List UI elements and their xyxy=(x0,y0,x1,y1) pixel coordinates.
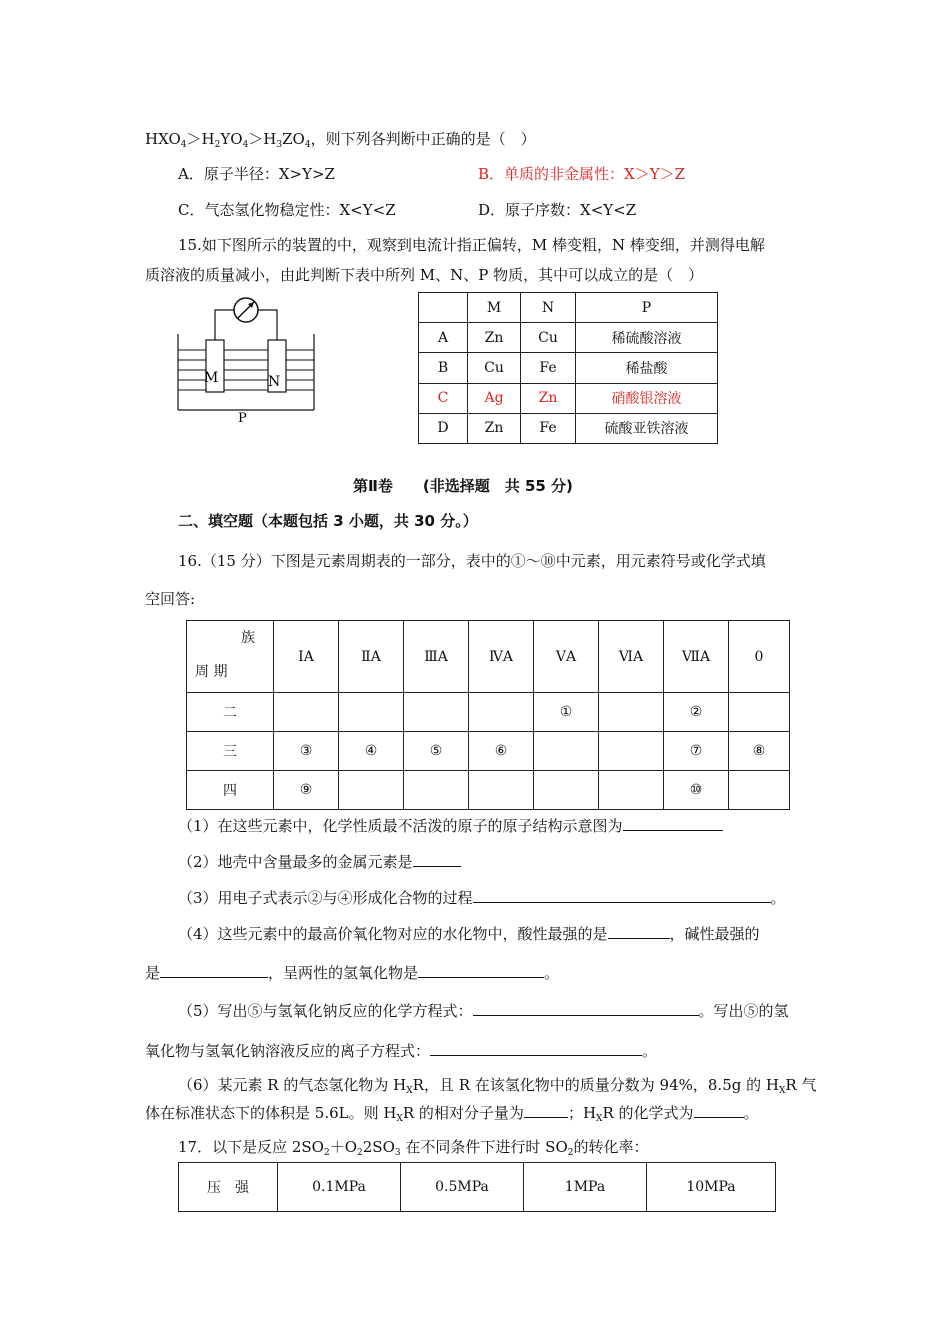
answer-blank[interactable] xyxy=(160,963,268,978)
q16-sub6-line1: （6）某元素 R 的气态氢化物为 $H_XR$，且 R 在该氢化物中的质量分数为 94%，8.5g 的 $H_XR$ 气 xyxy=(178,1076,817,1096)
q16-line1: 16.（15 分）下图是元素周期表的一部分，表中的①～⑩中元素，用元素符号或化学式填 xyxy=(178,552,766,570)
q14-option-a: A．原子半径：X>Y>Z xyxy=(178,165,335,183)
table-row: 二 ① ② xyxy=(187,693,790,732)
q16-sub2: （2）地壳中含量最多的金属元素是 xyxy=(178,851,461,872)
q14-stem: $HXO_4>H_2YO_4>H_3ZO_4$，则下列各判断中正确的是（ ） xyxy=(145,130,536,150)
label-n: N xyxy=(268,374,281,390)
q16-line2: 空回答: xyxy=(145,590,196,608)
table-header: 0.1MPa xyxy=(278,1163,401,1212)
conversion-table xyxy=(178,1162,776,1212)
q15-header: P xyxy=(576,293,718,323)
q15-line2: 质溶液的质量减小，由此判断下表中所列 M、N、P 物质，其中可以成立的是（ ） xyxy=(145,266,704,284)
q16-sub4-line2: 是 ，呈两性的氢氧化物是 。 xyxy=(145,964,560,982)
galvanic-cell-diagram xyxy=(172,292,322,422)
table-header: 压 强 xyxy=(179,1163,278,1212)
answer-blank[interactable] xyxy=(430,1041,642,1056)
q15-options-table xyxy=(418,292,718,444)
table-header: 1MPa xyxy=(524,1163,647,1212)
answer-blank[interactable] xyxy=(608,924,670,939)
q14-option-d: D．原子序数：X<Y<Z xyxy=(478,201,637,219)
answer-blank[interactable] xyxy=(418,963,544,978)
group-header: 0 xyxy=(729,621,790,693)
group-header: ⅡA xyxy=(339,621,404,693)
table-row: B Cu Fe 稀盐酸 xyxy=(419,353,718,383)
q16-sub5-line1: （5）写出⑤与氢氧化钠反应的化学方程式： 。写出⑤的氢 xyxy=(178,1002,789,1020)
group-header: ⅦA xyxy=(664,621,729,693)
group-header: ⅢA xyxy=(404,621,469,693)
table-row: 三 ③ ④ ⑤ ⑥ ⑦ ⑧ xyxy=(187,732,790,771)
q16-sub1: （1）在这些元素中，化学性质最不活泼的原子的原子结构示意图为 xyxy=(178,815,723,836)
section2-title: 第Ⅱ卷 (非选择题 共 55 分) xyxy=(353,477,573,495)
group-header: ⅥA xyxy=(599,621,664,693)
answer-blank[interactable] xyxy=(473,1001,699,1016)
q15-header: M xyxy=(468,293,521,323)
corner-cell: 族 周 期 xyxy=(187,621,274,693)
q15-header xyxy=(419,293,468,323)
table-header: 0.5MPa xyxy=(401,1163,524,1212)
group-header: ⅣA xyxy=(469,621,534,693)
label-p: P xyxy=(238,411,247,422)
q16-sub3: （3）用电子式表示②与④形成化合物的过程 。 xyxy=(178,889,786,907)
q14-option-b: B．单质的非金属性：X＞Y＞Z xyxy=(478,165,686,183)
q16-sub6-line2: 体在标准状态下的体积是 5.6L。则 $H_XR$ 的相对分子量为 ；$H_XR$ 的化学式为 。 xyxy=(145,1104,759,1124)
group-header: ⅠA xyxy=(274,621,339,693)
answer-blank[interactable] xyxy=(473,888,771,903)
section2-heading: 二、填空题（本题包括 3 小题，共 30 分。） xyxy=(178,512,478,530)
q15-header: N xyxy=(521,293,576,323)
table-row: A Zn Cu 稀硫酸溶液 xyxy=(419,323,718,353)
table-header: 10MPa xyxy=(647,1163,776,1212)
table-row: D Zn Fe 硫酸亚铁溶液 xyxy=(419,413,718,443)
answer-blank[interactable] xyxy=(413,852,461,867)
table-row: 四 ⑨ ⑩ xyxy=(187,771,790,810)
q16-sub5-line2: 氧化物与氢氧化钠溶液反应的离子方程式： 。 xyxy=(145,1042,658,1060)
group-header: ⅤA xyxy=(534,621,599,693)
table-row: C Ag Zn 硝酸银溶液 xyxy=(419,383,718,413)
label-m: M xyxy=(204,370,219,386)
periodic-table xyxy=(186,620,790,810)
q15-line1: 15.如下图所示的装置的中，观察到电流计指正偏转，M 棒变粗，N 棒变细，并测得电解 xyxy=(178,236,765,254)
q17-stem: 17．以下是反应 $2SO_2+O_22SO_3$ 在不同条件下进行时 $SO_2$的转化率： xyxy=(178,1138,649,1158)
answer-blank[interactable] xyxy=(524,1103,568,1118)
q14-option-c: C．气态氢化物稳定性：X<Y<Z xyxy=(178,201,396,219)
answer-blank[interactable] xyxy=(694,1103,744,1118)
q16-sub4-line1: （4）这些元素中的最高价氧化物对应的水化物中，酸性最强的是 ，碱性最强的 xyxy=(178,925,760,943)
answer-blank[interactable] xyxy=(623,816,723,831)
